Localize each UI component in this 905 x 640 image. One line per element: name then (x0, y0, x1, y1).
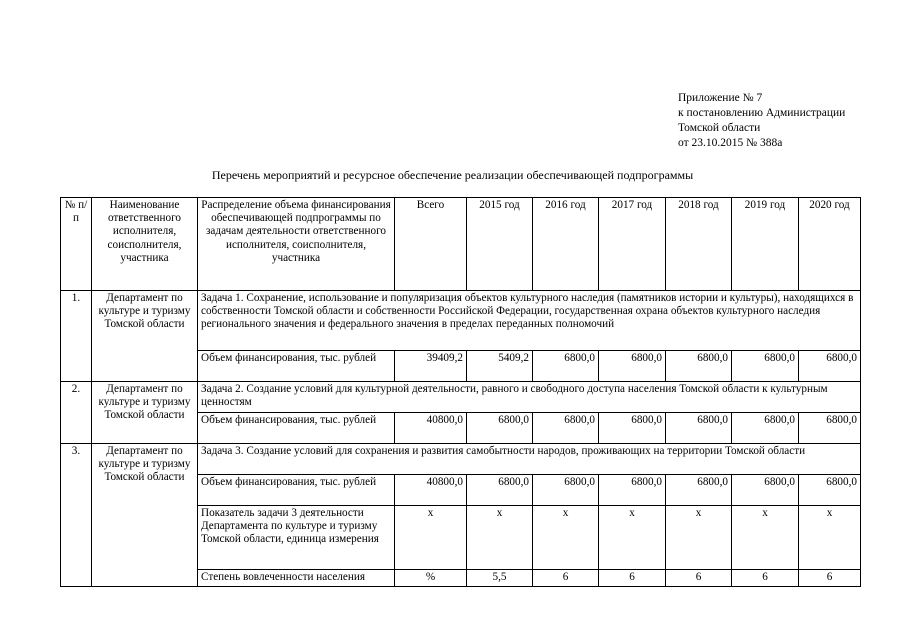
indicator-cell: х (799, 506, 861, 570)
funding-label: Объем финансирования, тыс. рублей (198, 413, 395, 444)
value-cell: 6800,0 (599, 413, 666, 444)
appendix-line: Томской области (678, 122, 761, 134)
header-year: 2019 год (732, 198, 799, 291)
appendix-line: Приложение № 7 (678, 92, 763, 104)
value-cell: 5409,2 (467, 351, 533, 382)
value-cell: 6800,0 (666, 413, 732, 444)
header-year: 2018 год (666, 198, 732, 291)
value-cell: 6800,0 (799, 351, 861, 382)
value-cell: 6800,0 (732, 351, 799, 382)
indicator-cell: х (533, 506, 599, 570)
value-cell: 6800,0 (533, 413, 599, 444)
value-cell: 6800,0 (533, 351, 599, 382)
header-year: 2020 год (799, 198, 861, 291)
header-num: № п/п (61, 198, 92, 291)
header-year: 2017 год (599, 198, 666, 291)
value-cell: 6800,0 (799, 413, 861, 444)
value-cell: 39409,2 (395, 351, 467, 382)
value-cell: 6800,0 (467, 413, 533, 444)
document-title: Перечень мероприятий и ресурсное обеспечение реализации обеспечивающей подпрограммы (211, 168, 694, 182)
degree-cell: 6 (732, 570, 799, 587)
row-executor: Департамент по культуре и туризму Томской области (92, 291, 198, 382)
value-cell: 6800,0 (599, 475, 666, 506)
degree-cell: 6 (666, 570, 732, 587)
value-cell: 6800,0 (666, 351, 732, 382)
degree-cell: 6 (533, 570, 599, 587)
row-executor: Департамент по культуре и туризму Томской области (92, 444, 198, 587)
indicator-cell: х (599, 506, 666, 570)
funding-label: Объем финансирования, тыс. рублей (198, 475, 395, 506)
value-cell: 6800,0 (732, 475, 799, 506)
row-num: 3. (61, 444, 92, 587)
value-cell: 6800,0 (467, 475, 533, 506)
value-cell: 6800,0 (666, 475, 732, 506)
task-description: Задача 1. Сохранение, использование и популяризация объектов культурного наследия (памятников истории и культуры), находящихся в собственности Томской области и собственности Российской Федерации, государственная охрана объектов культурного наследия регионального значения и федерального значения в пределах переданных полномочий (198, 291, 861, 351)
row-num: 1. (61, 291, 92, 382)
header-row (61, 198, 861, 291)
header-total: Всего (395, 198, 467, 291)
indicator-cell: х (666, 506, 732, 570)
appendix-block (678, 91, 845, 151)
degree-cell: % (395, 570, 467, 587)
task-description: Задача 3. Создание условий для сохранения и развития самобытности народов, проживающих на территории Томской области (198, 444, 861, 475)
row-num: 2. (61, 382, 92, 444)
table-row (61, 444, 861, 475)
row-executor: Департамент по культуре и туризму Томской области (92, 382, 198, 444)
header-year: 2015 год (467, 198, 533, 291)
task-description: Задача 2. Создание условий для культурной деятельности, равного и свободного доступа населения Томской области к культурным ценностям (198, 382, 861, 413)
degree-cell: 6 (799, 570, 861, 587)
value-cell: 6800,0 (799, 475, 861, 506)
header-distribution: Распределение объема финансирования обеспечивающей подпрограммы по задачам деятельности ответственного исполнителя, соисполнителя, участника (198, 198, 395, 291)
indicator-label: Показатель задачи 3 деятельности Департамента по культуре и туризму Томской области, единица измерения (198, 506, 395, 570)
indicator-cell: х (467, 506, 533, 570)
value-cell: 40800,0 (395, 413, 467, 444)
funding-label: Объем финансирования, тыс. рублей (198, 351, 395, 382)
resource-table (60, 197, 861, 587)
indicator-cell: х (395, 506, 467, 570)
value-cell: 40800,0 (395, 475, 467, 506)
value-cell: 6800,0 (533, 475, 599, 506)
degree-cell: 5,5 (467, 570, 533, 587)
value-cell: 6800,0 (599, 351, 666, 382)
appendix-line: к постановлению Администрации (678, 107, 846, 119)
header-year: 2016 год (533, 198, 599, 291)
indicator-cell: х (732, 506, 799, 570)
table-row (61, 291, 861, 351)
degree-cell: 6 (599, 570, 666, 587)
table-row (61, 382, 861, 413)
appendix-line: от 23.10.2015 № 388а (678, 137, 783, 149)
degree-label: Степень вовлеченности населения (198, 570, 395, 587)
value-cell: 6800,0 (732, 413, 799, 444)
header-executor: Наименование ответственного исполнителя, соисполнителя, участника (92, 198, 198, 291)
